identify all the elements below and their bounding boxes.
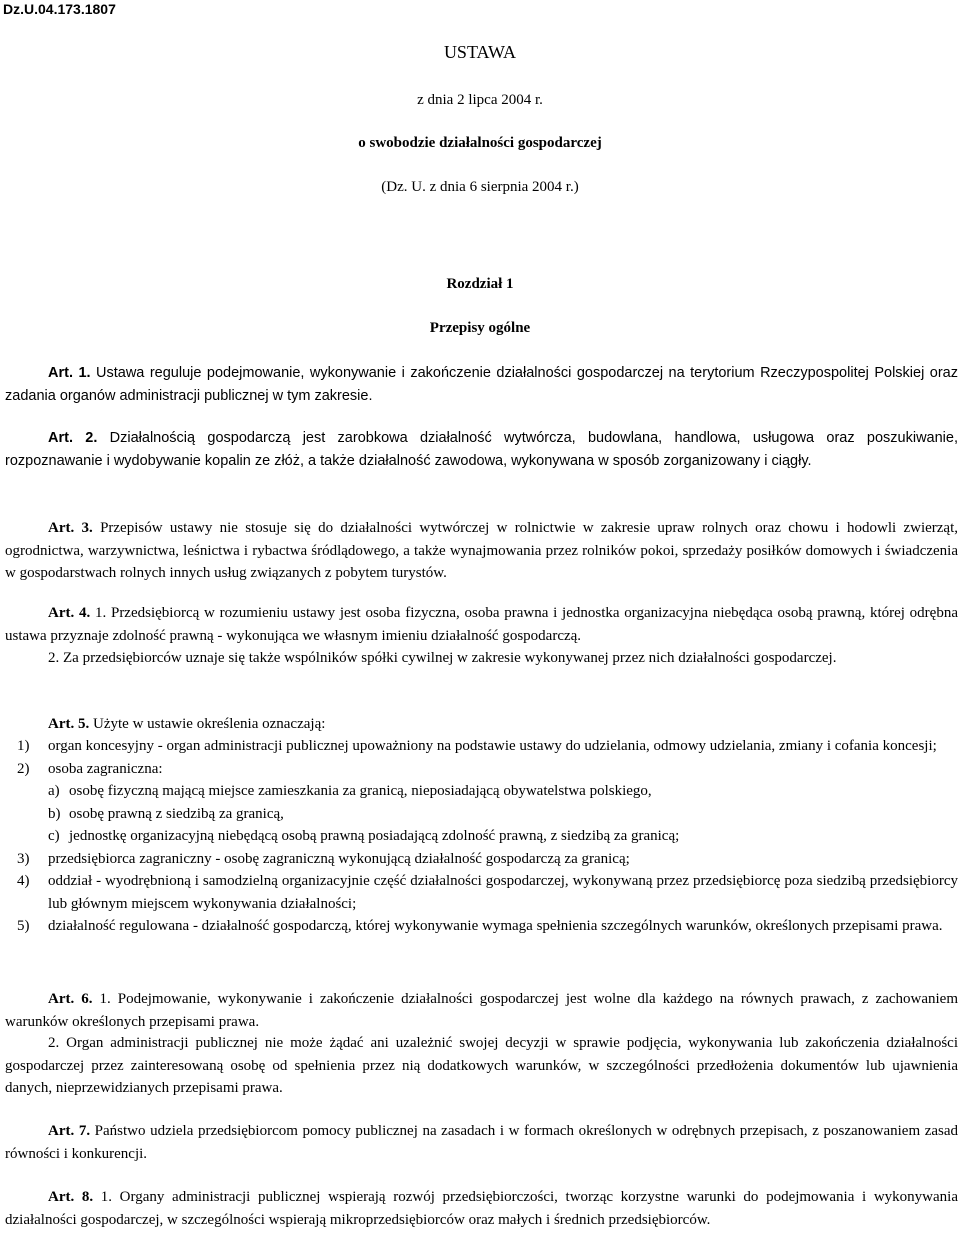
article-label: Art. 4.: [48, 605, 91, 621]
act-type-heading: USTAWA: [443, 42, 517, 62]
list-item: [5, 735, 958, 758]
act-date: z dnia 2 lipca 2004 r.: [417, 92, 543, 108]
article-text: Przepisów ustawy nie stosuje się do działalności wytwórczej w rolnictwie w zakresie upraw rolnych oraz chowu i hodowli zwierząt, ogrodnictwa, warzywnictwa, leśnictwa i rybactwa śródlądowego, a także wynajmowania przez rolników pokoi, sprzedaży posiłków domowych i świadczenia w gospodarstwach rolnych innych usług związanych z pobytem turystów.: [5, 520, 958, 581]
article-text: 1. Organy administracji publicznej wspierają rozwój przedsiębiorczości, tworząc korzystne warunki do podejmowania i wykonywania działalności gospodarczej, w szczególności wspierają mikroprzedsiębiorców oraz małych i średnich przedsiębiorców.: [5, 1189, 958, 1228]
list-item: [5, 758, 958, 781]
item-number: a): [48, 783, 60, 799]
article-6-paragraph-1: [5, 988, 958, 1033]
article-4-paragraph-1: [5, 602, 958, 647]
item-text: oddział - wyodrębnioną i samodzielną organizacyjnie część działalności gospodarczej, wykonywaną przez przedsiębiorcę poza siedzibą przedsiębiorcy lub głównym miejscem wykonywania działalności;: [48, 873, 958, 912]
article-8: [5, 1186, 958, 1231]
article-label: Art. 8.: [48, 1189, 94, 1205]
item-number: 4): [17, 873, 30, 889]
article-label: Art. 6.: [48, 991, 93, 1007]
item-text: osobę prawną z siedzibą za granicą,: [69, 805, 284, 822]
act-subject: o swobodzie działalności gospodarczej: [358, 135, 602, 151]
article-5-definitions-list: [5, 735, 958, 938]
sub-list-item: [5, 780, 958, 803]
list-item: [5, 848, 958, 871]
item-text: przedsiębiorca zagraniczny - osobę zagraniczną wykonującą działalność gospodarczą za granicą;: [48, 850, 630, 867]
article-5-intro: [5, 713, 958, 736]
article-1: [5, 362, 958, 407]
list-item: [5, 915, 958, 938]
article-text: 1. Podejmowanie, wykonywanie i zakończenie działalności gospodarczej jest wolne dla każdego na równych prawach, z zachowaniem warunków określonych przepisami prawa.: [5, 991, 958, 1030]
article-text: Użyte w ustawie określenia oznaczają:: [89, 716, 326, 732]
item-text: osobę fizyczną mającą miejsce zamieszkania za granicą, nieposiadającą obywatelstwa polskiego,: [69, 783, 652, 799]
article-label: Art. 1.: [48, 365, 91, 381]
article-label: Art. 2.: [48, 430, 98, 446]
sub-list-item: [5, 825, 958, 848]
article-text: 1. Przedsiębiorcą w rozumieniu ustawy jest osoba fizyczna, osoba prawna i jednostka organizacyjna niebędąca osobą prawną, której odrębna ustawa przyznaje zdolność prawną - wykonująca we własnym imieniu działalność gospodarczą.: [5, 605, 958, 644]
item-text: jednostkę organizacyjną niebędącą osobą prawną posiadającą zdolność prawną, z siedzibą za granicą;: [69, 828, 680, 844]
publication-reference: (Dz. U. z dnia 6 sierpnia 2004 r.): [381, 179, 579, 195]
item-number: 2): [17, 760, 30, 777]
article-text: Ustawa reguluje podejmowanie, wykonywanie i zakończenie działalności gospodarczej na terytorium Rzeczypospolitej Polskiej oraz zadania organów administracji publicznej w tym zakresie.: [5, 365, 958, 404]
item-number: 5): [17, 918, 30, 934]
article-label: Art. 7.: [48, 1123, 91, 1139]
article-label: Art. 3.: [48, 520, 93, 536]
article-text: Działalnością gospodarczą jest zarobkowa działalność wytwórcza, budowlana, handlowa, usługowa oraz poszukiwanie, rozpoznawanie i wydobywanie kopalin ze złóż, a także działalność zawodowa, wykonywana w sposób zorganizowany i ciągły.: [5, 430, 958, 469]
item-number: 3): [17, 850, 30, 867]
document-id: Dz.U.04.173.1807: [3, 1, 116, 17]
chapter-name: Przepisy ogólne: [429, 320, 531, 336]
chapter-number: Rozdział 1: [446, 276, 514, 292]
item-text: osoba zagraniczna:: [48, 760, 163, 777]
article-7: [5, 1120, 958, 1165]
article-4-paragraph-2: 2. Za przedsiębiorców uznaje się także wspólników spółki cywilnej w zakresie wykonywanej przez nich działalności gospodarczej.: [48, 650, 837, 666]
article-2: [5, 427, 958, 472]
item-number: c): [48, 828, 60, 844]
article-text: Państwo udziela przedsiębiorcom pomocy publicznej na zasadach i w formach określonych w odrębnych przepisach, z poszanowaniem zasad równości i konkurencji.: [5, 1123, 958, 1162]
article-3: [5, 517, 958, 585]
item-number: b): [48, 805, 61, 822]
sub-list-item: [5, 803, 958, 826]
item-text: działalność regulowana - działalność gospodarczą, której wykonywanie wymaga spełnienia szczególnych warunków, określonych przepisami prawa.: [48, 918, 943, 934]
article-6-paragraph-2: 2. Organ administracji publicznej nie może żądać ani uzależnić swojej decyzji w sprawie podjęcia, wykonywania lub zakończenia działalności gospodarczej przez zainteresowaną osobę od spełnienia przez nią dodatkowych warunków, w szczególności przedłożenia dokumentów lub ujawnienia danych, nieprzewidzianych przepisami prawa.: [5, 1035, 958, 1096]
article-label: Art. 5.: [48, 716, 90, 732]
item-text: organ koncesyjny - organ administracji publicznej upoważniony na podstawie ustawy do udzielania, odmowy udzielania, zmiany i cofania koncesji;: [48, 738, 937, 754]
list-item: [5, 870, 958, 915]
item-number: 1): [17, 738, 30, 754]
